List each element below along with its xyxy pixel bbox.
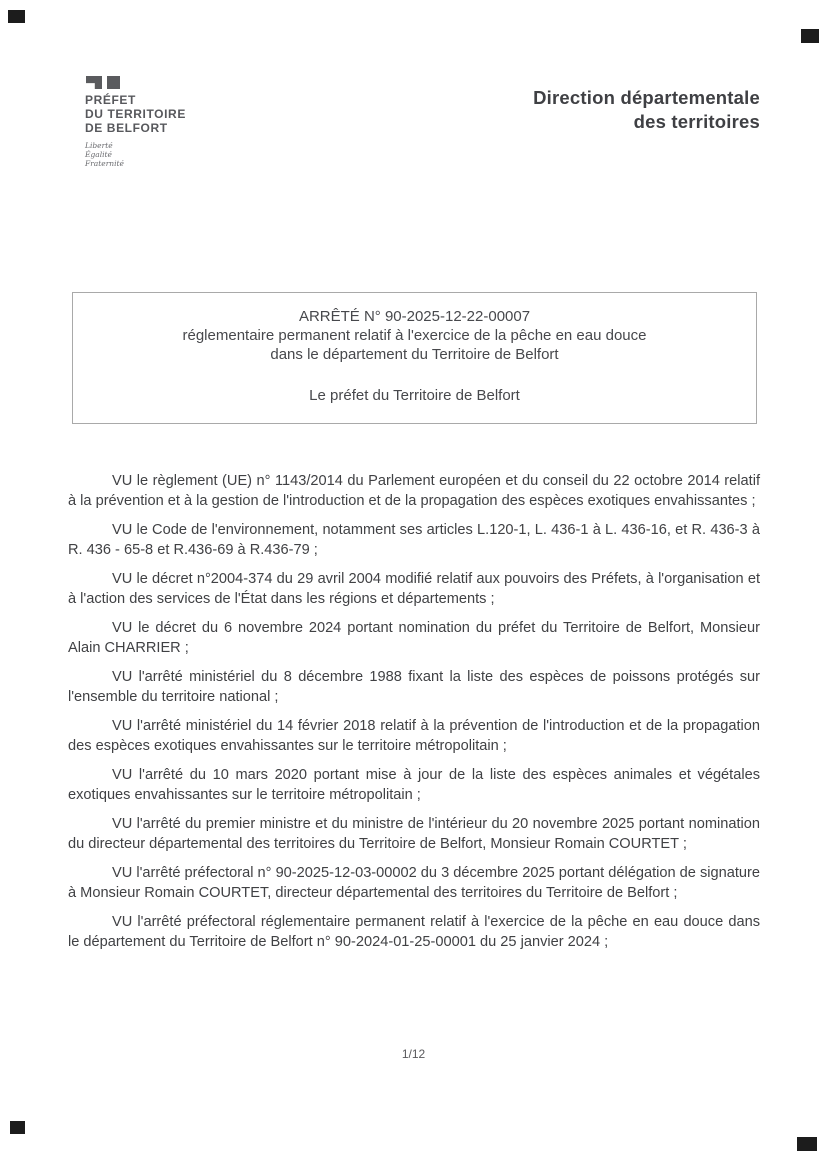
french-flag-icon [86, 76, 235, 89]
vu-paragraph: VU l'arrêté ministériel du 14 février 2018 relatif à la prévention de l'introduction et de la propagation des espèces exotiques envahissantes sur le territoire métropolitain ; [68, 718, 760, 754]
decree-body [68, 471, 760, 961]
document-header [85, 76, 760, 168]
decree-number: ARRÊTÉ N° 90-2025-12-22-00007 [298, 308, 531, 325]
issuing-directorate [533, 86, 760, 134]
vu-paragraph: VU l'arrêté du premier ministre et du ministre de l'intérieur du 20 novembre 2025 portant nomination du directeur départemental des territoires du Territoire de Belfort, Monsieur Romain COURTET ; [68, 816, 760, 852]
directorate-line-2: des territoires [633, 111, 760, 132]
scan-registration-mark-icon [797, 1137, 817, 1151]
motto-egalite: Égalité [85, 150, 112, 159]
logo-text-belfort: DE BELFORT [85, 121, 168, 135]
scan-registration-mark-icon [10, 1121, 25, 1134]
page-number: 1/12 [401, 1047, 426, 1061]
page-footer [0, 1047, 827, 1061]
decree-subject-line-2: dans le département du Territoire de Belfort [270, 346, 559, 363]
vu-paragraph: VU l'arrêté ministériel du 8 décembre 1988 fixant la liste des espèces de poissons protégés sur l'ensemble du territoire national ; [68, 669, 760, 705]
decree-issuer: Le préfet du Territoire de Belfort [309, 387, 520, 404]
republic-motto [85, 141, 235, 168]
vu-paragraph: VU le Code de l'environnement, notamment ses articles L.120-1, L. 436-1 à L. 436-16, et R. 436-3 à R. 436 - 65-8 et R.436-69 à R.436-79 ; [68, 522, 760, 558]
vu-paragraph: VU le décret n°2004-374 du 29 avril 2004 modifié relatif aux pouvoirs des Préfets, à l'organisation et à l'action des services de l'État dans les régions et départements ; [68, 571, 760, 607]
directorate-line-1: Direction départementale [533, 87, 760, 108]
vu-paragraph: VU l'arrêté préfectoral réglementaire permanent relatif à l'exercice de la pêche en eau douce dans le département du Territoire de Belfort n° 90-2024-01-25-00001 du 25 janvier 2024 ; [68, 914, 760, 950]
vu-paragraph: VU le règlement (UE) n° 1143/2014 du Parlement européen et du conseil du 22 octobre 2014 relatif à la prévention et à la gestion de l'introduction et de la propagation des espèces exotiques envahissantes ; [68, 473, 760, 509]
decree-subject-line-1: réglementaire permanent relatif à l'exercice de la pêche en eau douce [182, 327, 647, 344]
vu-paragraph: VU l'arrêté préfectoral n° 90-2025-12-03-00002 du 3 décembre 2025 portant délégation de signature à Monsieur Romain COURTET, directeur départemental des territoires du Territoire de Belfort ; [68, 865, 760, 901]
scan-registration-mark-icon [801, 29, 819, 43]
vu-paragraph: VU le décret du 6 novembre 2024 portant nomination du préfet du Territoire de Belfort, Monsieur Alain CHARRIER ; [68, 620, 760, 656]
prefecture-logo [85, 76, 235, 168]
decree-title-box [72, 292, 757, 424]
scan-registration-mark-icon [8, 10, 25, 23]
logo-text-territoire: DU TERRITOIRE [85, 107, 186, 121]
logo-text-prefet: PRÉFET [85, 93, 136, 107]
motto-fraternite: Fraternité [85, 159, 124, 168]
motto-liberte: Liberté [85, 141, 113, 150]
vu-paragraph: VU l'arrêté du 10 mars 2020 portant mise à jour de la liste des espèces animales et végétales exotiques envahissantes sur le territoire métropolitain ; [68, 767, 760, 803]
